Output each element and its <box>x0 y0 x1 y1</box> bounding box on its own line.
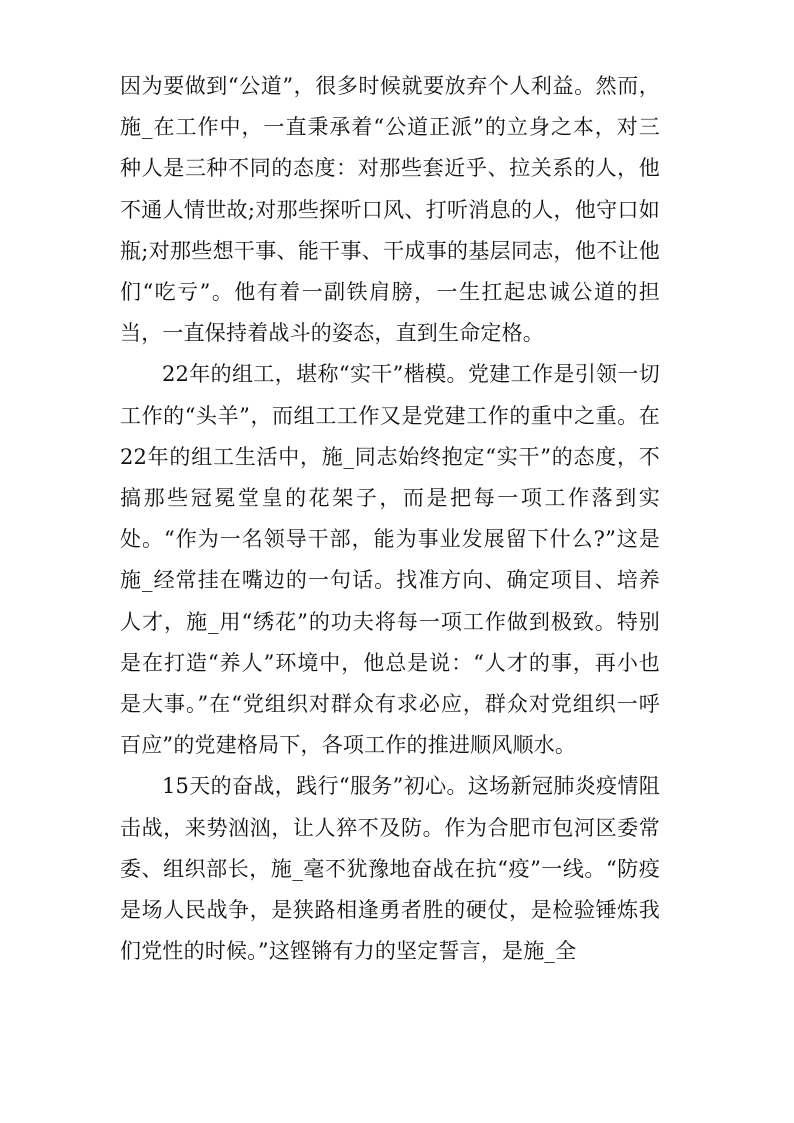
paragraph-3: 15天的奋战，践行“服务”初心。这场新冠肺炎疫情阻击战，来势汹汹，让人猝不及防。作为合肥市包河区委常委、组织部长，施_毫不犹豫地奋战在抗“疫”一线。“防疫是场人民战争，是狭路相逢勇者胜的硬仗，是检验锤炼我们党性的时候。”这铿锵有力的坚定誓言，是施_全 <box>120 774 660 964</box>
document-body <box>120 66 660 972</box>
paragraph-2: 22年的组工，堪称“实干”楷模。党建工作是引领一切工作的“头羊”，而组工工作又是党建工作的重中之重。在22年的组工生活中，施_同志始终抱定“实干”的态度，不搞那些冠冕堂皇的花架子，而是把每一项工作落到实处。“作为一名领导干部，能为事业发展留下什么?”这是施_经常挂在嘴边的一句话。找准方向、确定项目、培养人才，施_用“绣花”的功夫将每一项工作做到极致。特别是在打造“养人”环境中，他总是说：“人才的事，再小也是大事。”在“党组织对群众有求必应，群众对党组织一呼百应”的党建格局下，各项工作的推进顺风顺水。 <box>120 362 660 758</box>
paragraph-1: 因为要做到“公道”，很多时候就要放弃个人利益。然而，施_在工作中，一直秉承着“公道正派”的立身之本，对三种人是三种不同的态度：对那些套近乎、拉关系的人，他不通人情世故;对那些探听口风、打听消息的人，他守口如瓶;对那些想干事、能干事、干成事的基层同志，他不让他们“吃亏”。他有着一副铁肩膀，一生扛起忠诚公道的担当，一直保持着战斗的姿态，直到生命定格。 <box>120 74 660 346</box>
